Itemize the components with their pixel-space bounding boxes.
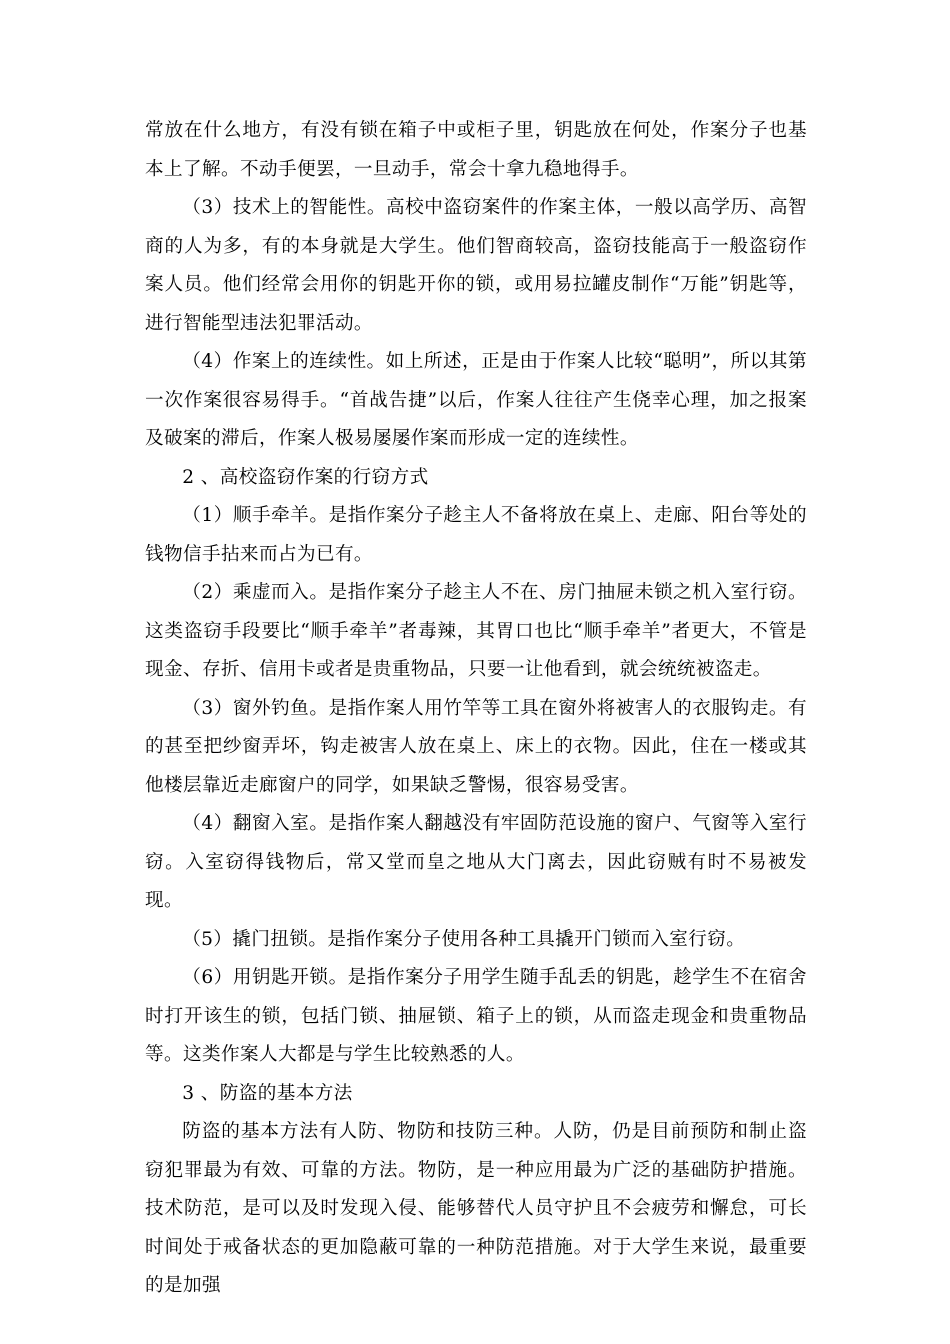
paragraph-7: （3）窗外钓鱼。是指作案人用竹竿等工具在窗外将被害人的衣服钩走。有的甚至把纱窗弄坏，钩走被害人放在桌上、床上的衣物。因此，住在一楼或其他楼层靠近走廊窗户的同学，如果缺乏警惕，很容易受害。 [145, 697, 807, 796]
paragraph-5: （1）顺手牵羊。是指作案分子趁主人不备将放在桌上、走廊、阳台等处的钱物信手拈来而占为已有。 [145, 505, 807, 565]
paragraph-2: （3）技术上的智能性。高校中盗窃案件的作案主体，一般以高学历、高智商的人为多，有的本身就是大学生。他们智商较高，盗窃技能高于一般盗窃作案人员。他们经常会用你的钥匙开你的锁，或用易拉罐皮制作“万能”钥匙等，进行智能型违法犯罪活动。 [145, 197, 807, 334]
document-body [145, 112, 807, 1306]
paragraph-1: 常放在什么地方，有没有锁在箱子中或柜子里，钥匙放在何处，作案分子也基本上了解。不动手便罢，一旦动手，常会十拿九稳地得手。 [145, 120, 807, 180]
paragraph-10: （6）用钥匙开锁。是指作案分子用学生随手乱丢的钥匙，趁学生不在宿舍时打开该生的锁，包括门锁、抽屉锁、箱子上的锁，从而盗走现金和贵重物品等。这类作案人大都是与学生比较熟悉的人。 [145, 967, 807, 1065]
paragraph-9: （5）撬门扭锁。是指作案分子使用各种工具撬开门锁而入室行窃。 [182, 928, 746, 950]
paragraph-3: （4）作案上的连续性。如上所述，正是由于作案人比较“聪明”，所以其第一次作案很容易得手。“首战告捷”以后，作案人往往产生侥幸心理，加之报案及破案的滞后，作案人极易屡屡作案而形成一定的连续性。 [145, 351, 807, 449]
section-heading-3: 3 、防盗的基本方法 [182, 1082, 353, 1104]
section-heading-2: 2 、高校盗窃作案的行窃方式 [182, 466, 429, 488]
paragraph-12: 防盗的基本方法有人防、物防和技防三种。人防，仍是目前预防和制止盗窃犯罪最为有效、可靠的方法。物防，是一种应用最为广泛的基础防护措施。技术防范，是可以及时发现入侵、能够替代人员守护且不会疲劳和懈怠，可长时间处于戒备状态的更加隐蔽可靠的一种防范措施。对于大学生来说，最重要的是加强 [145, 1121, 807, 1296]
paragraph-6: （2）乘虚而入。是指作案分子趁主人不在、房门抽屉未锁之机入室行窃。这类盗窃手段要比“顺手牵羊”者毒辣，其胃口也比“顺手牵羊”者更大，不管是现金、存折、信用卡或者是贵重物品，只要一让他看到，就会统统被盗走。 [145, 582, 807, 680]
paragraph-8: （4）翻窗入室。是指作案人翻越没有牢固防范设施的窗户、气窗等入室行窃。入室窃得钱物后，常又堂而皇之地从大门离去，因此窃贼有时不易被发现。 [145, 813, 807, 911]
